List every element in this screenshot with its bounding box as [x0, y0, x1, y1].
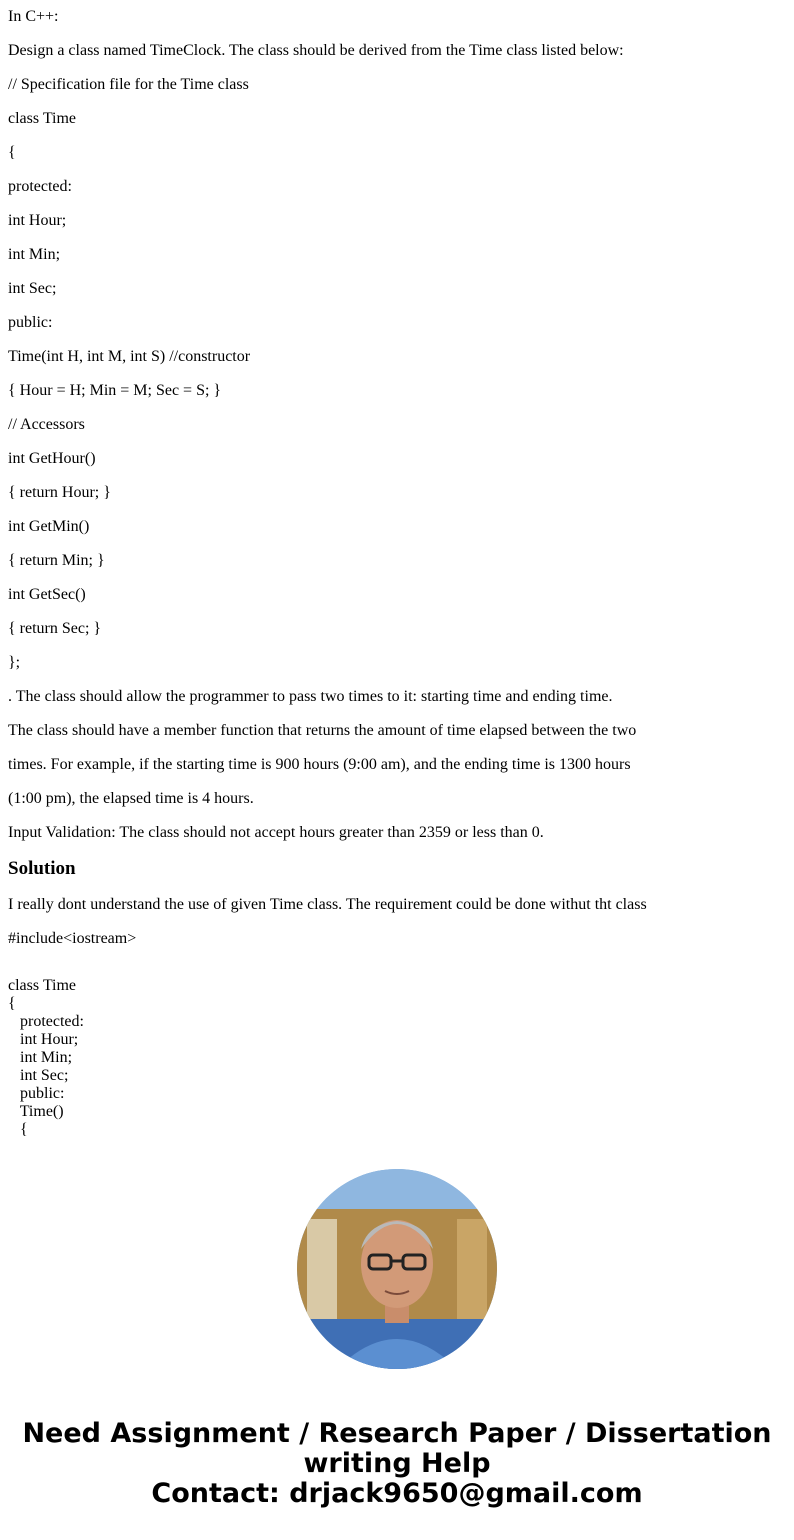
question-line: { return Hour; }: [8, 484, 111, 501]
code-line: protected:: [8, 1013, 84, 1030]
question-line: int GetMin(): [8, 518, 90, 535]
promo-line-1: Need Assignment / Research Paper / Dissertation: [22, 1418, 772, 1449]
question-line: times. For example, if the starting time is 900 hours (9:00 am), and the ending time is 1300 hours: [8, 756, 631, 773]
question-line: { Hour = H; Min = M; Sec = S; }: [8, 382, 222, 399]
promo-line-2: writing Help: [303, 1448, 491, 1479]
question-line: { return Min; }: [8, 552, 105, 569]
solution-heading: Solution: [8, 858, 76, 879]
code-line: int Hour;: [8, 1031, 79, 1048]
promo-text: [0, 1419, 794, 1509]
code-line: int Min;: [8, 1049, 73, 1066]
page-content: [0, 8, 794, 973]
question-line: The class should have a member function that returns the amount of time elapsed between the two: [8, 722, 637, 739]
promo-contact-line: Contact: drjack9650@gmail.com: [151, 1478, 643, 1509]
promo-banner: [0, 1169, 794, 1540]
question-line: Input Validation: The class should not accept hours greater than 2359 or less than 0.: [8, 824, 544, 841]
code-line: int Sec;: [8, 1067, 69, 1084]
question-line: };: [8, 654, 21, 671]
code-line: public:: [8, 1085, 65, 1102]
question-line: Time(int H, int M, int S) //constructor: [8, 348, 251, 365]
question-line: // Specification file for the Time class: [8, 76, 249, 93]
question-line: In C++:: [8, 8, 59, 25]
question-line: int Hour;: [8, 212, 67, 229]
solution-intro: I really dont understand the use of given Time class. The requirement could be done withut tht class: [8, 896, 647, 913]
question-line: { return Sec; }: [8, 620, 102, 637]
question-text: [8, 8, 786, 867]
question-line: Design a class named TimeClock. The class should be derived from the Time class listed below:: [8, 42, 624, 59]
question-line: int GetHour(): [8, 450, 96, 467]
question-line: class Time: [8, 110, 77, 127]
code-line: Time(): [8, 1103, 64, 1120]
question-line: {: [8, 144, 16, 161]
question-line: . The class should allow the programmer to pass two times to it: starting time and ending time.: [8, 688, 613, 705]
question-line: protected:: [8, 178, 72, 195]
question-line: (1:00 pm), the elapsed time is 4 hours.: [8, 790, 254, 807]
question-line: // Accessors: [8, 416, 85, 433]
question-line: int Min;: [8, 246, 61, 263]
solution-code-block: [8, 977, 708, 1139]
code-line: class Time: [8, 977, 77, 994]
code-line: {: [8, 995, 16, 1012]
question-line: public:: [8, 314, 53, 331]
question-line: int GetSec(): [8, 586, 86, 603]
author-photo-illustration: [297, 1169, 497, 1369]
author-avatar: [297, 1169, 497, 1369]
code-line: {: [8, 1121, 28, 1138]
question-line: int Sec;: [8, 280, 57, 297]
solution-include-line: #include<iostream>: [8, 930, 137, 947]
